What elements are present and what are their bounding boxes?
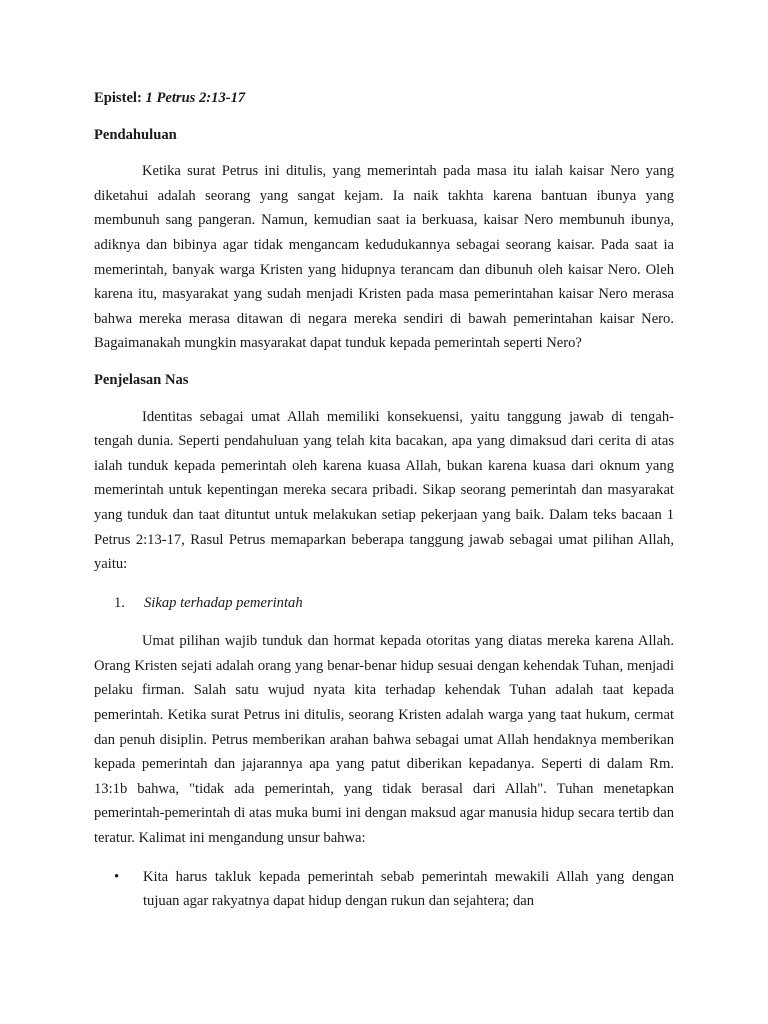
- explanation-heading: Penjelasan Nas: [94, 371, 189, 388]
- bullet-text: Kita harus takluk kepada pemerintah sebab pemerintah mewakili Allah yang dengan tujuan agar rakyatnya dapat hidup dengan rukun dan sejahtera; dan: [143, 868, 674, 910]
- intro-heading: Pendahuluan: [94, 126, 177, 143]
- intro-paragraph: Ketika surat Petrus ini ditulis, yang memerintah pada masa itu ialah kaisar Nero yang diketahui adalah seorang yang sangat kejam. Ia naik takhta karena bantuan ibunya yang membunuh sang pangeran. Namun, kemudian saat ia berkuasa, kaisar Nero membunuh ibunya, adiknya dan bibinya agar tidak mengancam kedudukannya sebagai seorang kaisar. Pada saat ia memerintah, banyak warga Kristen yang hidupnya terancam dan dibunuh oleh kaisar Nero. Oleh karena itu, masyarakat yang sudah menjadi Kristen pada masa pemerintahan kaisar Nero merasa bahwa mereka merasa ditawan di negara mereka sendiri di bawah pemerintahan kaisar Nero. Bagaimanakah mungkin masyarakat dapat tunduk kepada pemerintah seperti Nero?: [94, 163, 674, 352]
- bullet-item: [94, 865, 674, 914]
- explanation-paragraph: Identitas sebagai umat Allah memiliki konsekuensi, yaitu tanggung jawab di tengah-tengah dunia. Seperti pendahuluan yang telah kita bacakan, apa yang dimaksud dari cerita di atas ialah tunduk kepada pemerintah oleh karena kuasa Allah, bukan karena kuasa dari oknum yang memerintah untuk kepentingan mereka secara pribadi. Sikap seorang pemerintah dan masyarakat yang tunduk dan taat dituntut untuk melakukan setiap pekerjaan yang baik. Dalam teks bacaan 1 Petrus 2:13-17, Rasul Petrus memaparkan beberapa tanggung jawab sebagai umat pilihan Allah, yaitu:: [94, 408, 674, 573]
- epistle-label: Epistel:: [94, 90, 142, 106]
- list-item: [94, 591, 674, 616]
- bullet-icon: •: [114, 868, 120, 885]
- epistle-heading: [94, 86, 674, 111]
- list-number: 1.: [114, 594, 125, 611]
- list-title: Sikap terhadap pemerintah: [144, 594, 303, 611]
- epistle-reference: 1 Petrus 2:13-17: [145, 90, 246, 106]
- section1-paragraph: Umat pilihan wajib tunduk dan hormat kepada otoritas yang diatas mereka karena Allah. Orang Kristen sejati adalah orang yang benar-benar hidup sesuai dengan kehendak Tuhan, menjadi pelaku firman. Salah satu wujud nyata kita terhadap kehendak Tuhan adalah taat kepada pemerintah. Ketika surat Petrus ini ditulis, seorang Kristen adalah warga yang taat hukum, cermat dan penuh disiplin. Petrus memberikan arahan bahwa sebagai umat Allah hendaknya memberikan kepada pemerintah dan jajarannya apa yang patut diberikan kepadanya. Seperti di dalam Rm. 13:1b bahwa, "tidak ada pemerintah, yang tidak berasal dari Allah". Tuhan menetapkan pemerintah-pemerintah di atas muka bumi ini dengan maksud agar manusia hidup secara tertib dan teratur. Kalimat ini mengandung unsur bahwa:: [94, 633, 674, 847]
